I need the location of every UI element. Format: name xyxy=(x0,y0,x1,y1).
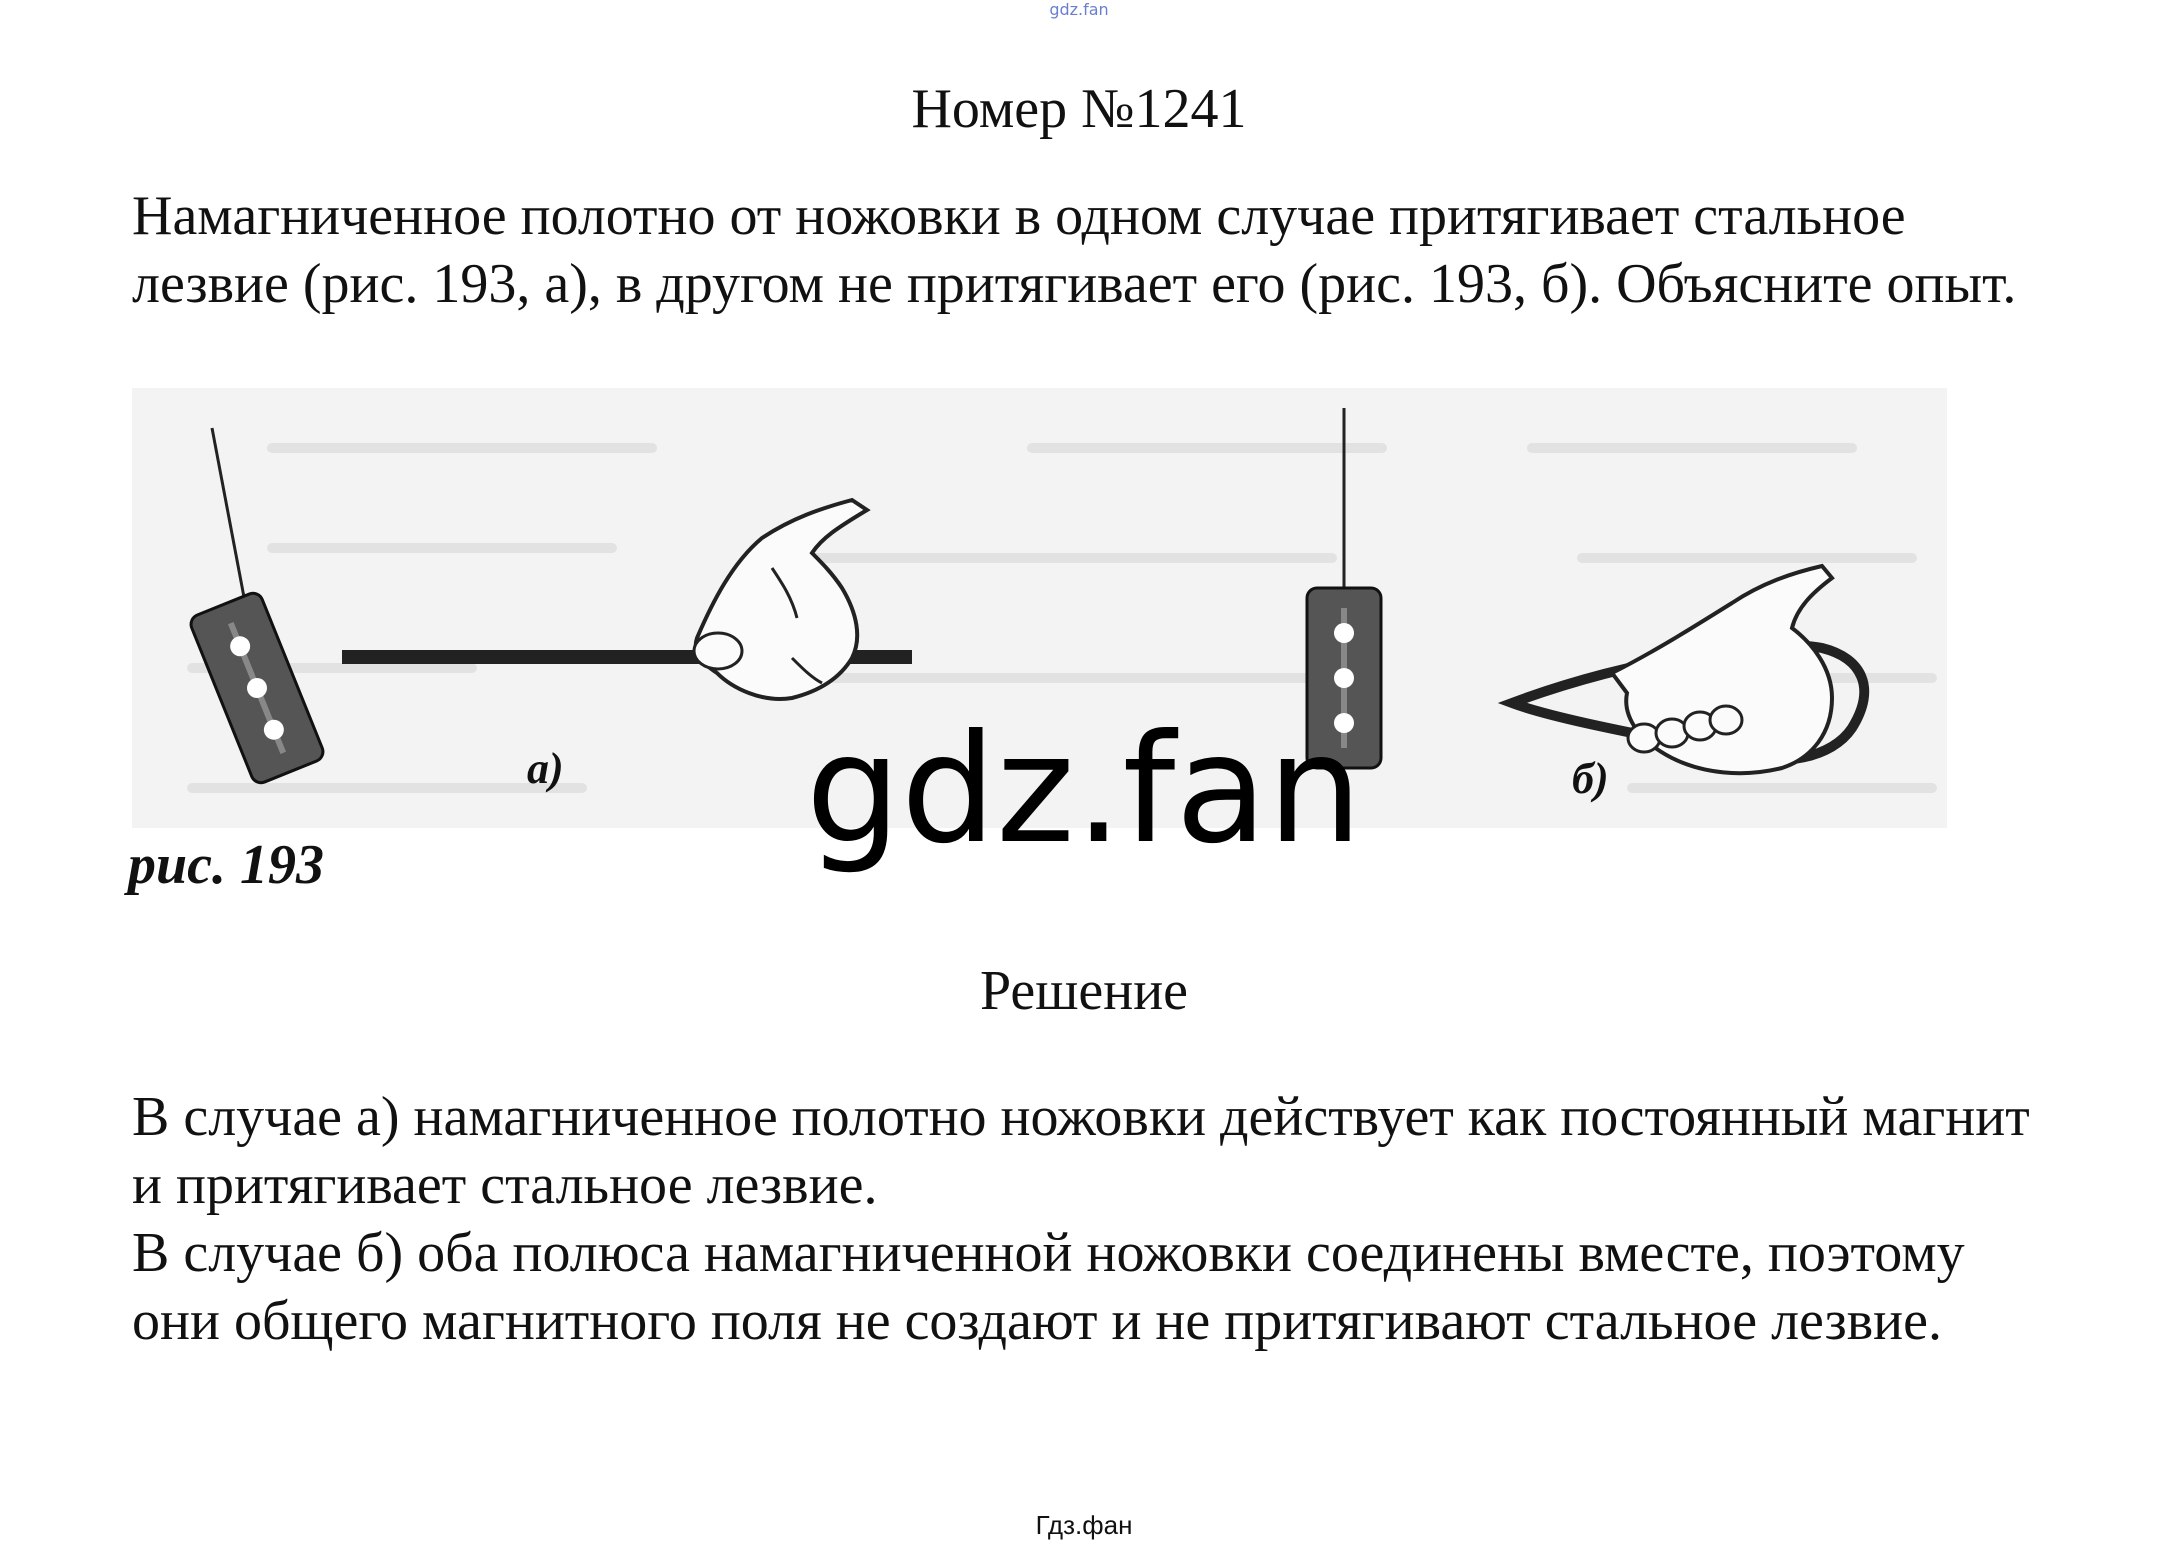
solution-text xyxy=(132,1083,2062,1355)
task-text: Намагниченное полотно от ножовки в одном случае притягивает стальное лезвие (рис. 193, а), в другом не притягивает его (рис. 193, б). Объясните опыт. xyxy=(132,185,2017,315)
top-watermark: gdz.fan xyxy=(1049,0,1109,19)
solution-paragraph-a: В случае а) намагниченное полотно ножовки действует как постоянный магнит и притягивает стальное лезвие. xyxy=(132,1086,2030,1216)
solution-paragraph-b: В случае б) оба полюса намагниченной ножовки соединены вместе, поэтому они общего магнитного поля не создают и не притягивают стальное лезвие. xyxy=(132,1222,1965,1352)
center-watermark: gdz.fan xyxy=(805,703,1363,877)
figure-caption: рис. 193 xyxy=(128,834,324,896)
solution-heading: Решение xyxy=(979,960,1189,1022)
label-b: б) xyxy=(1572,754,1609,803)
bottom-watermark: Гдз.фан xyxy=(1035,1510,1133,1540)
label-a: а) xyxy=(527,744,564,793)
page-title: Номер №1241 xyxy=(911,78,1247,140)
